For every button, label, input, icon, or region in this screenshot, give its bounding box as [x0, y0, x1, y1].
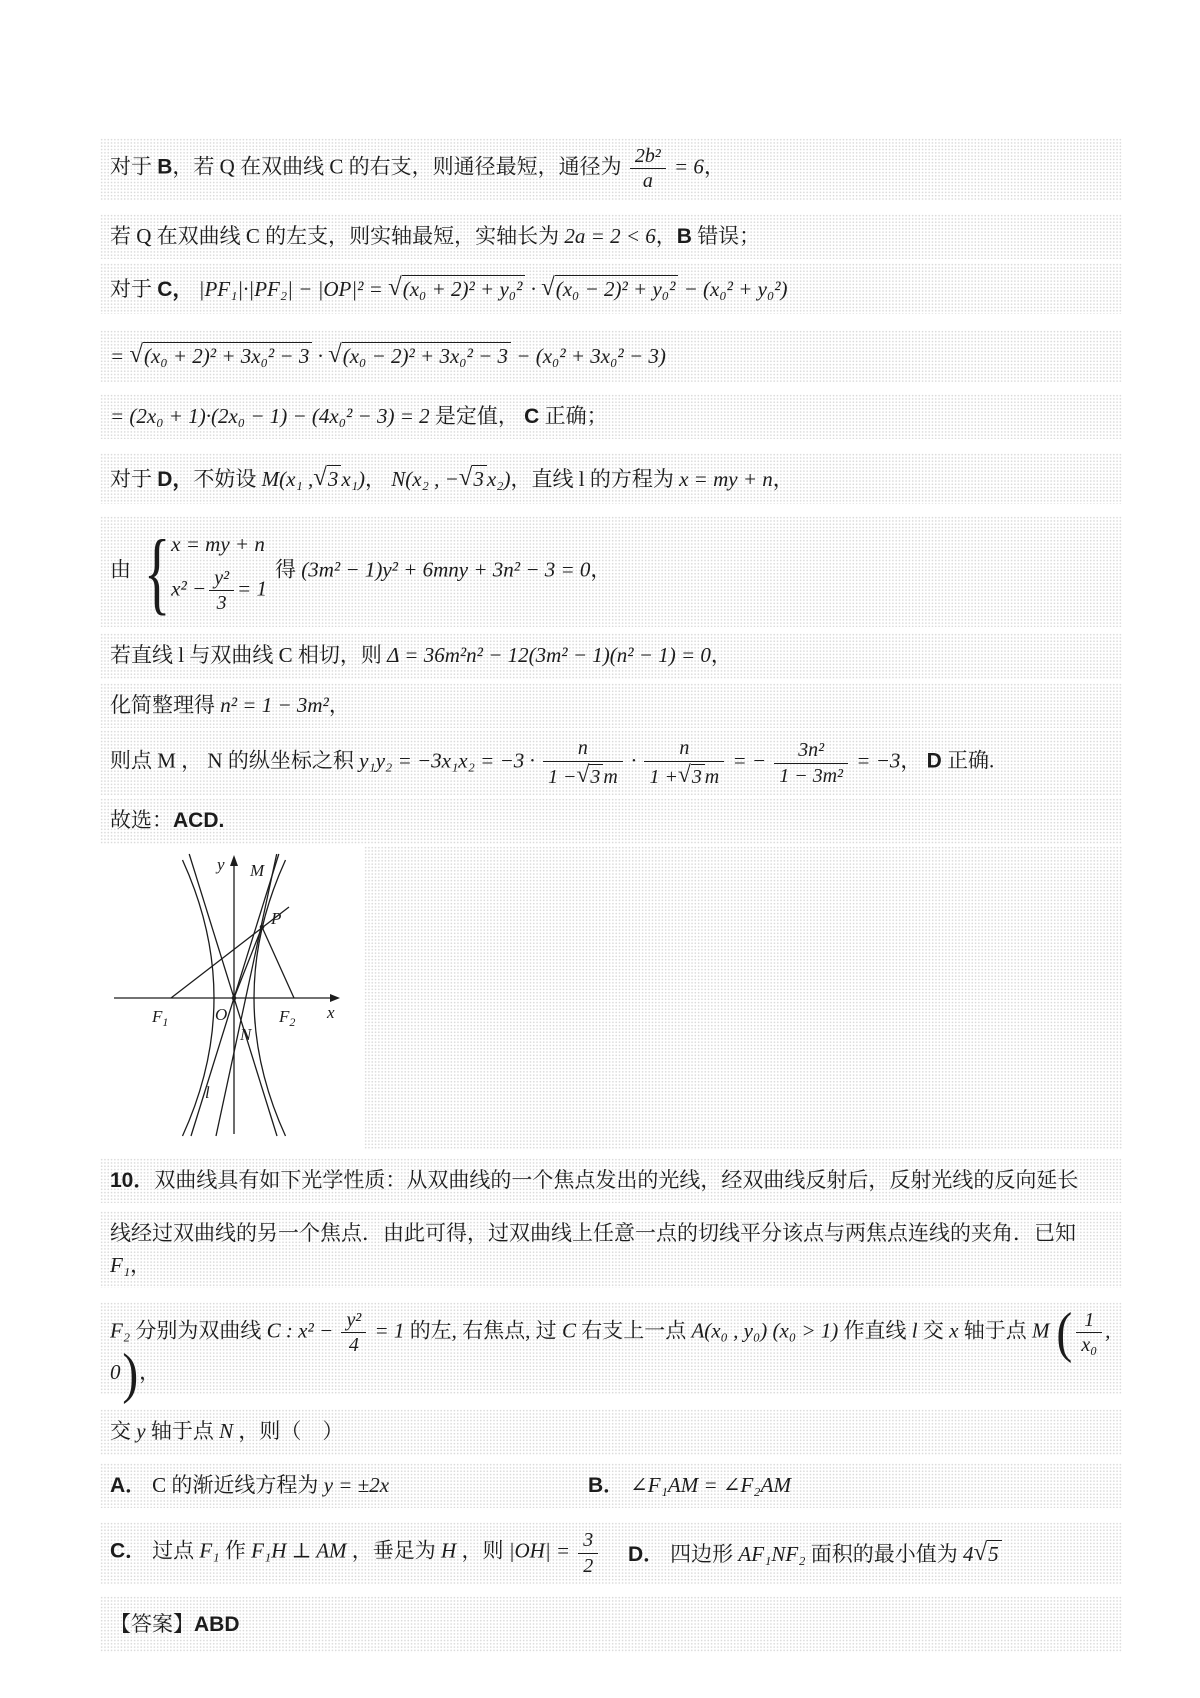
label-n: N	[240, 1024, 252, 1044]
point-p-dot	[260, 924, 265, 929]
math-run: |PF₁|·|PF₂| − |OP|² =	[198, 277, 383, 302]
text-run: C 的渐近线方程为	[152, 1472, 324, 1497]
document-content	[100, 0, 1122, 1653]
text-run: 故选：	[110, 808, 173, 833]
fraction-y2-4: $\frac{\text{y²}}{4}$	[341, 1309, 366, 1357]
text-run: ，垂足为	[346, 1538, 442, 1563]
option-letter: C	[524, 404, 540, 428]
math-run: ·	[630, 749, 637, 774]
option-letter: C，	[157, 278, 194, 302]
math-run: x₁)	[341, 467, 365, 492]
option-letter: B	[157, 155, 173, 179]
answer-label: 【答案】	[110, 1611, 194, 1636]
text-run: ，若 Q 在双曲线 C 的右支，则通径最短，通径为	[172, 154, 622, 179]
sqrt-expression: √(x₀ + 2)² + y₀²	[388, 277, 525, 301]
option-d-letter: D．	[628, 1542, 665, 1566]
text-run: 对于	[110, 154, 158, 179]
text-run: ，	[590, 557, 612, 582]
math-run: |OH| =	[508, 1538, 571, 1563]
math-run: x = my + n	[679, 467, 773, 492]
answer-band	[100, 1596, 1122, 1654]
solution-line-c2	[100, 330, 1122, 381]
math-run: F₂	[110, 1318, 131, 1343]
answer-letters: ACD.	[173, 809, 225, 833]
math-run: = −3	[856, 749, 901, 774]
case-2: x² − $\frac{\text{y²}}{3}$ = 1	[171, 566, 267, 615]
question-number: 10．	[110, 1168, 155, 1192]
text-run: 得	[274, 557, 296, 582]
math-run: M(x₁ ,	[261, 467, 314, 492]
question-10-line4	[100, 1409, 1122, 1455]
text-run: 不妨设	[193, 467, 257, 492]
text-run: ，	[900, 749, 927, 774]
math-run: y = ±2x	[323, 1472, 390, 1497]
math-run: (3m² − 1)y² + 6mny + 3n² − 3 = 0	[301, 557, 591, 582]
solution-line-d5	[100, 730, 1122, 796]
question-10-line1	[100, 1158, 1122, 1204]
math-run: , 0	[110, 1318, 1111, 1384]
math-run: AF₁NF₂	[738, 1541, 806, 1566]
math-run: Δ = 36m²n² − 12(3m² − 1)(n² − 1) = 0	[387, 643, 711, 668]
hyperbola-figure	[100, 846, 364, 1150]
fraction-n-over-1-plus-sqrt3m: $\frac{n}{1 +√3 m}$	[644, 737, 724, 789]
math-run: = −	[732, 749, 767, 774]
math-run: = (2x₀ + 1)·(2x₀ − 1) − (4x₀² − 3) = 2	[110, 403, 430, 428]
text-run: 分别为双曲线	[130, 1318, 267, 1343]
sqrt-expression: √5	[974, 1542, 1002, 1566]
text-run: 化简整理得	[110, 692, 215, 717]
fraction-1-over-x0: $\frac{1}{\text{x₀}}$	[1076, 1309, 1102, 1357]
math-run: n² = 1 − 3m²	[220, 692, 329, 717]
hyperbola-diagram	[106, 848, 346, 1140]
math-run: F₁	[110, 1252, 131, 1277]
solution-conclusion	[100, 798, 1122, 844]
text-run: ，	[328, 692, 350, 717]
option-b	[588, 1470, 791, 1502]
text-run: 则点 M ， N 的纵坐标之积	[110, 749, 354, 774]
tangent-line-l	[216, 854, 277, 1136]
fraction-n-over-1-minus-sqrt3m: $\frac{n}{1 -√3 m}$	[543, 737, 623, 789]
options-row-cd	[100, 1522, 1122, 1584]
text-run: ，	[772, 467, 794, 492]
sqrt-expression: √(x₀ + 2)² + 3x₀² − 3	[129, 344, 312, 368]
solution-line-c1	[100, 263, 1122, 314]
text-run: 右支上一点	[575, 1318, 692, 1343]
option-b-letter: B．	[588, 1473, 625, 1497]
origin-point	[232, 995, 237, 1000]
solution-line-b2	[100, 214, 1122, 260]
math-run: − (x₀² + y₀²)	[683, 277, 788, 302]
math-run: x₂)	[486, 467, 511, 492]
text-run: 轴于点	[958, 1318, 1032, 1343]
text-run: ，则	[456, 1538, 509, 1563]
figure-row	[100, 846, 1122, 1150]
text-run: ，	[365, 467, 392, 492]
asymptote-negative	[189, 854, 277, 1136]
question-10-line2	[100, 1211, 1122, 1288]
option-d	[628, 1535, 1002, 1572]
text-run: 作	[219, 1538, 252, 1563]
text-run: 正确；	[544, 403, 608, 428]
solution-line-d2-system	[100, 516, 1122, 627]
label-f2: $F_2$	[279, 1006, 296, 1029]
label-x: x	[327, 1002, 335, 1022]
text-run: 错误；	[697, 223, 761, 248]
math-run: ·	[317, 344, 323, 369]
option-letter: D	[926, 750, 942, 774]
label-y: y	[217, 854, 225, 874]
solution-line-d4	[100, 683, 1122, 729]
text-run: 对于	[110, 467, 158, 492]
solution-line-b1	[100, 138, 1122, 200]
math-run: F₁	[199, 1538, 220, 1563]
math-run: y	[136, 1419, 146, 1444]
sqrt-expression: √(x₀ − 2)² + 3x₀² − 3	[328, 344, 511, 368]
options-row-ab	[100, 1463, 1122, 1509]
math-run: ∠F₁AM = ∠F₂AM	[630, 1472, 791, 1497]
equation-system: { x = my + n x² − $\frac{\text{y²}}{3}$ = 1	[143, 520, 267, 623]
label-m: M	[250, 860, 265, 880]
text-run: 过点	[152, 1538, 200, 1563]
label-o: O	[215, 1004, 228, 1024]
option-a	[110, 1470, 588, 1502]
solution-line-d3	[100, 633, 1122, 679]
math-run: C	[561, 1318, 576, 1343]
math-run: =	[110, 344, 125, 369]
text-run: ，	[710, 643, 732, 668]
label-l: l	[205, 1082, 210, 1102]
math-run: = 1	[374, 1318, 405, 1343]
text-run: 轴于点	[145, 1419, 220, 1444]
text-run: 正确.	[947, 749, 995, 774]
option-c-letter: C．	[110, 1539, 147, 1563]
text-run: ，直线 l 的方程为	[510, 467, 674, 492]
answer-value: ABD	[194, 1612, 240, 1636]
label-p: P	[271, 908, 282, 928]
question-10-equation-line: F₂ 分别为双曲线 C : x² − $\frac{\text{y²}}{4}$ = 1 的左, 右焦点, 过 C 右支上一点 A(x₀ , y₀) (x₀ > 1) 作直线 l 交 x 轴于点 M ( $\frac{1}{\text{x₀}}$ , 0)，	[100, 1302, 1122, 1395]
text-run: ，	[130, 1252, 152, 1277]
math-run: l	[911, 1318, 918, 1343]
fraction-3n2-over-1-minus-3m2: $\frac{\text{3n²}}{\text{1 − 3m²}}$	[774, 739, 848, 787]
text-run: 交	[917, 1318, 950, 1343]
option-a-letter: A．	[110, 1473, 147, 1497]
math-run: − (x₀² + 3x₀² − 3)	[516, 344, 666, 369]
math-run: ·	[530, 277, 536, 302]
math-run: H	[441, 1538, 457, 1563]
text-run: ，则（ ）	[233, 1419, 344, 1444]
fraction-2b2-a: $\frac{\text{2b²}}{a}$	[630, 145, 666, 193]
text-run: 双曲线具有如下光学性质：从双曲线的一个焦点发出的光线，经双曲线反射后，反射光线的反向延长	[154, 1167, 1079, 1192]
fraction-3-2: $\frac{3}{2}$	[578, 1529, 598, 1577]
text-run: 对于	[110, 277, 158, 302]
y-axis-arrowhead	[230, 855, 238, 866]
text-run: 四边形	[670, 1541, 739, 1566]
text-run: 作直线	[838, 1318, 912, 1343]
math-run: N(x₂ , −	[391, 467, 459, 492]
math-run: x	[949, 1318, 959, 1343]
text-run: ，	[703, 154, 725, 179]
option-letter: D，	[157, 468, 194, 492]
text-run: ，	[139, 1359, 161, 1384]
math-run: N	[219, 1419, 234, 1444]
sqrt-expression: √3	[459, 467, 487, 491]
option-c	[110, 1529, 628, 1577]
text-run: 若 Q 在双曲线 C 的左支，则实轴最短，实轴长为	[110, 223, 560, 248]
case-1: x = my + n	[171, 532, 265, 557]
math-run: M	[1031, 1318, 1050, 1343]
fraction-y2-3: $\frac{\text{y²}}{3}$	[209, 567, 234, 615]
text-run: 是定值，	[429, 403, 525, 428]
label-f1: $F_1$	[152, 1006, 169, 1029]
option-letter: B	[676, 224, 692, 248]
sqrt-expression: √3	[313, 467, 341, 491]
text-run: ，	[655, 223, 677, 248]
figure-side-texture	[364, 846, 1122, 1150]
text-run: 由	[110, 557, 131, 582]
text-run: 交	[110, 1419, 137, 1444]
math-run: 4	[963, 1541, 974, 1566]
math-run: F₁H ⊥ AM	[251, 1538, 347, 1563]
segment-p-f2	[262, 927, 294, 998]
text-run: 若直线 l 与双曲线 C 相切，则	[110, 643, 382, 668]
math-run: y₁y₂ = −3x₁x₂ = −3 ·	[359, 749, 535, 774]
math-run: C : x² −	[266, 1318, 334, 1343]
math-run: A(x₀ , y₀) (x₀ > 1)	[691, 1318, 839, 1343]
solution-line-c3	[100, 394, 1122, 440]
text-run: 面积的最小值为	[805, 1541, 964, 1566]
x-axis-arrowhead	[330, 994, 340, 1002]
sqrt-expression: √(x₀ − 2)² + y₀²	[541, 277, 678, 301]
math-run: 2a = 2 < 6	[564, 223, 656, 248]
text-run: 的左, 右焦点, 过	[404, 1318, 562, 1343]
math-run: = 6	[674, 154, 704, 179]
text-run: 线经过双曲线的另一个焦点．由此可得，过双曲线上任意一点的切线平分该点与两焦点连线的夹角．已知	[110, 1221, 1076, 1246]
solution-line-d1	[100, 453, 1122, 504]
